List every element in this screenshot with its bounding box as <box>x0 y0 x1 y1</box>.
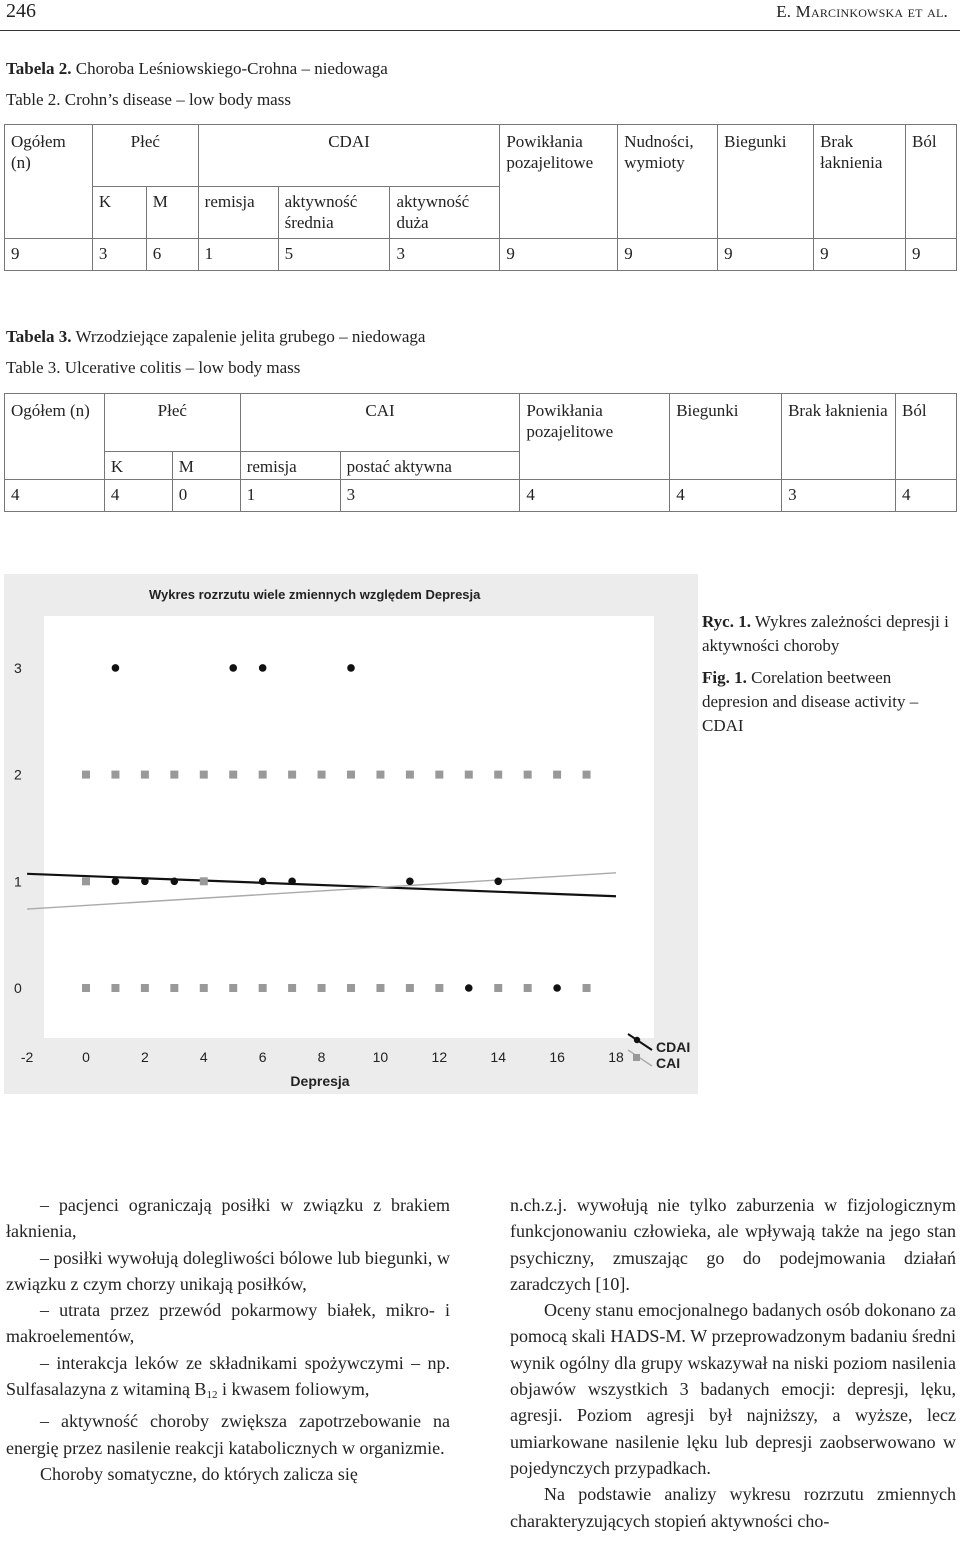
table2-caption-pl-label: Tabela 2. <box>6 59 72 78</box>
table3-cell: 1 <box>240 480 340 512</box>
cai-point <box>200 771 208 779</box>
cai-point <box>494 771 502 779</box>
y-tick-label: 2 <box>14 766 22 783</box>
table3-header-total: Ogółem (n) <box>5 394 105 480</box>
table2-header-complications: Powikłania pozajelitowe <box>500 125 618 239</box>
x-tick-label: -2 <box>20 1049 34 1065</box>
table2-cell: 3 <box>92 239 146 271</box>
cai-point <box>583 771 591 779</box>
table3-header-pain: Ból <box>895 394 956 480</box>
x-tick-label: 0 <box>82 1049 90 1065</box>
cai-point <box>288 984 296 992</box>
running-author: E. Marcinkowska et al. <box>776 2 948 21</box>
cai-point <box>200 984 208 992</box>
bullet-text: – interakcja leków ze składnikami spożywczymi – np. Sulfasalazyna z witaminą B <box>6 1352 450 1400</box>
table2-caption-en <box>6 90 291 110</box>
table3-header-sex: Płeć <box>104 394 240 452</box>
bullet-paragraph: – utrata przez przewód pokarmowy białek, mikro- i makroelementów, <box>6 1300 450 1347</box>
figure-caption-en <box>702 666 952 738</box>
scatter-plot <box>4 574 698 1094</box>
table3-cell: 4 <box>104 480 172 512</box>
figure-caption-pl-label: Ryc. 1. <box>702 612 751 631</box>
cai-point <box>553 771 561 779</box>
table2-cell: 5 <box>278 239 390 271</box>
page-number: 246 <box>6 0 36 22</box>
x-tick-label: 2 <box>140 1049 149 1065</box>
plot-area <box>44 616 654 1038</box>
body-paragraph: Oceny stanu emocjonalnego badanych osób dokonano za pomocą skali HADS-M. W przeprowadzonym badaniu średni wynik ogólny dla grupy wskazywał na niski poziom nasilenia objawów wszystkich 3 badanych emocji: depresji, lęku, agresji. Poziom agresji był najniższy, a wyższe, lecz umiarkowane nasilenie lęku lub depresji zaobserwowano w pojedynczych przypadkach. <box>510 1300 956 1478</box>
table3-caption-pl-text: Wrzodziejące zapalenie jelita grubego – niedowaga <box>71 327 426 346</box>
figure-caption-en-text: Corelation beetween depresion and disease activity – CDAI <box>702 668 919 735</box>
table3-cell: 0 <box>172 480 240 512</box>
table3-caption-pl <box>6 327 425 347</box>
figure-caption-en-label: Fig. 1. <box>702 668 747 687</box>
legend-cdai-marker <box>634 1037 640 1043</box>
cai-point <box>259 771 267 779</box>
cai-point <box>288 771 296 779</box>
subscript: 12 <box>206 1389 218 1402</box>
legend-cai-label: CAI <box>656 1055 681 1071</box>
legend-cdai-label: CDAI <box>656 1039 691 1055</box>
cai-point <box>376 771 384 779</box>
cai-point <box>347 771 355 779</box>
table2-header-total: Ogółem (n) <box>5 125 93 239</box>
table2-cell: 9 <box>814 239 906 271</box>
table3-cell: 4 <box>670 480 782 512</box>
cai-point <box>406 771 414 779</box>
table2-header-row <box>5 125 957 187</box>
cdai-point <box>112 664 120 672</box>
left-column <box>6 1192 450 1487</box>
cdai-point <box>259 664 267 672</box>
cdai-point <box>171 878 179 886</box>
table3-cell: 4 <box>5 480 105 512</box>
cdai-point <box>347 664 355 672</box>
x-tick-label: 6 <box>258 1049 267 1065</box>
x-axis-label: Depresja <box>290 1073 350 1089</box>
table3-header-diarrhea: Biegunki <box>670 394 782 480</box>
cai-point <box>347 984 355 992</box>
cdai-point <box>229 664 237 672</box>
table3-header-k: K <box>104 452 172 480</box>
cai-point <box>259 984 267 992</box>
table2-caption-en-label: Table 2. <box>6 90 61 109</box>
scatter-figure <box>4 574 698 1094</box>
cai-point <box>524 771 532 779</box>
table3-caption-pl-label: Tabela 3. <box>6 327 72 346</box>
table3-header-appetite: Brak łaknienia <box>782 394 896 480</box>
y-tick-label: 1 <box>14 873 22 890</box>
table2-cell: 9 <box>906 239 957 271</box>
cai-point <box>318 771 326 779</box>
table2-header-m: M <box>146 187 198 239</box>
cai-point <box>435 771 443 779</box>
x-tick-label: 18 <box>608 1049 624 1065</box>
x-tick-label: 12 <box>431 1049 448 1065</box>
x-tick-label: 10 <box>372 1049 389 1065</box>
bullet-paragraph: – posiłki wywołują dolegliwości bólowe lub biegunki, w związku z czym chorzy unikają posiłków, <box>6 1247 450 1294</box>
x-tick-label: 14 <box>490 1049 507 1065</box>
table2-cell: 1 <box>198 239 278 271</box>
cai-point <box>111 771 119 779</box>
table3-cell: 3 <box>340 480 520 512</box>
x-tick-label: 8 <box>317 1049 326 1065</box>
cai-point <box>170 984 178 992</box>
cai-point <box>82 984 90 992</box>
table2-header-appetite: Brak łaknienia <box>814 125 906 239</box>
table3-cell: 4 <box>520 480 670 512</box>
table3-cell: 3 <box>782 480 896 512</box>
table3-caption-en <box>6 358 300 378</box>
cdai-point <box>141 878 149 886</box>
cai-point <box>200 877 208 885</box>
bullet-paragraph <box>6 1350 450 1409</box>
cai-point <box>82 771 90 779</box>
cai-point <box>524 984 532 992</box>
cdai-point <box>553 984 561 992</box>
table3-header-cai: CAI <box>240 394 520 452</box>
cdai-point <box>288 878 296 886</box>
table2-cell: 3 <box>390 239 500 271</box>
table2-cell: 9 <box>500 239 618 271</box>
cai-point <box>170 771 178 779</box>
cai-point <box>111 984 119 992</box>
cai-point <box>82 877 90 885</box>
table2-header-k: K <box>92 187 146 239</box>
figure-caption-pl-text: Wykres zależności depresji i aktywności choroby <box>702 612 949 655</box>
y-tick-label: 3 <box>14 659 22 676</box>
table2-data-row <box>5 239 957 271</box>
table2-header-cdai: CDAI <box>198 125 500 187</box>
cai-point <box>141 984 149 992</box>
table2-header-activity-mid: aktywność średnia <box>278 187 390 239</box>
cai-point <box>494 984 502 992</box>
cai-point <box>465 771 473 779</box>
table2-cell: 6 <box>146 239 198 271</box>
table2-caption-pl <box>6 59 388 79</box>
table2-cell: 9 <box>5 239 93 271</box>
right-column <box>510 1192 956 1534</box>
table2-header-diarrhea: Biegunki <box>718 125 814 239</box>
table3-header-m: M <box>172 452 240 480</box>
table2-header-sex: Płeć <box>92 125 198 187</box>
table3-caption-en-label: Table 3. <box>6 358 61 377</box>
table3-cell: 4 <box>895 480 956 512</box>
table2-header-pain: Ból <box>906 125 957 239</box>
cai-point <box>229 771 237 779</box>
cai-point <box>141 771 149 779</box>
table3-header-remission: remisja <box>240 452 340 480</box>
x-tick-label: 16 <box>549 1049 565 1065</box>
table2-caption-en-text: Crohn’s disease – low body mass <box>60 90 291 109</box>
table2-header-remission: remisja <box>198 187 278 239</box>
table2-cell: 9 <box>618 239 718 271</box>
y-tick-label: 0 <box>14 980 22 996</box>
table2-header-nausea: Nudności, wymioty <box>618 125 718 239</box>
body-paragraph: Choroby somatyczne, do których zalicza się <box>40 1463 358 1484</box>
cdai-point <box>494 878 502 886</box>
body-paragraph: Na podstawie analizy wykresu rozrzutu zmiennych charakteryzujących stopień aktywności cho- <box>510 1484 956 1531</box>
chart-title: Wykres rozrzutu wiele zmiennych względem Depresja <box>149 587 481 602</box>
x-tick-label: 4 <box>199 1049 208 1065</box>
body-paragraph: n.ch.z.j. wywołują nie tylko zaburzenia w fizjologicznym funkcjonowaniu człowieka, ale wpływają także na jego stan psychiczny, zmuszając go do podejmowania działań zaradczych [10]. <box>510 1195 956 1294</box>
cdai-point <box>465 984 473 992</box>
table2-cell: 9 <box>718 239 814 271</box>
legend-cai-marker <box>633 1054 640 1061</box>
table3-header-active: postać aktywna <box>340 452 520 480</box>
cai-point <box>435 984 443 992</box>
table2-header-activity-high: aktywność duża <box>390 187 500 239</box>
cai-point <box>583 984 591 992</box>
table3-data-row <box>5 480 957 512</box>
table3-caption-en-text: Ulcerative colitis – low body mass <box>60 358 301 377</box>
table3-header-row <box>5 394 957 452</box>
table3-header-complications: Powikłania pozajelitowe <box>520 394 670 480</box>
table3 <box>4 393 957 512</box>
cdai-point <box>112 878 120 886</box>
cdai-point <box>259 878 267 886</box>
table2 <box>4 124 957 271</box>
bullet-paragraph: – aktywność choroby zwiększa zapotrzebowanie na energię przez nasilenie reakcji katabolicznych w organizmie. <box>6 1411 450 1458</box>
bullet-paragraph: – pacjenci ograniczają posiłki w związku z brakiem łaknienia, <box>6 1195 450 1242</box>
cai-point <box>318 984 326 992</box>
figure-caption-pl <box>702 610 952 658</box>
table2-caption-pl-text: Choroba Leśniowskiego-Crohna – niedowaga <box>71 59 388 78</box>
cai-point <box>406 984 414 992</box>
bullet-text: i kwasem foliowym, <box>217 1379 370 1400</box>
cai-point <box>229 984 237 992</box>
cdai-point <box>406 878 414 886</box>
cai-point <box>376 984 384 992</box>
header-rule <box>0 30 960 31</box>
